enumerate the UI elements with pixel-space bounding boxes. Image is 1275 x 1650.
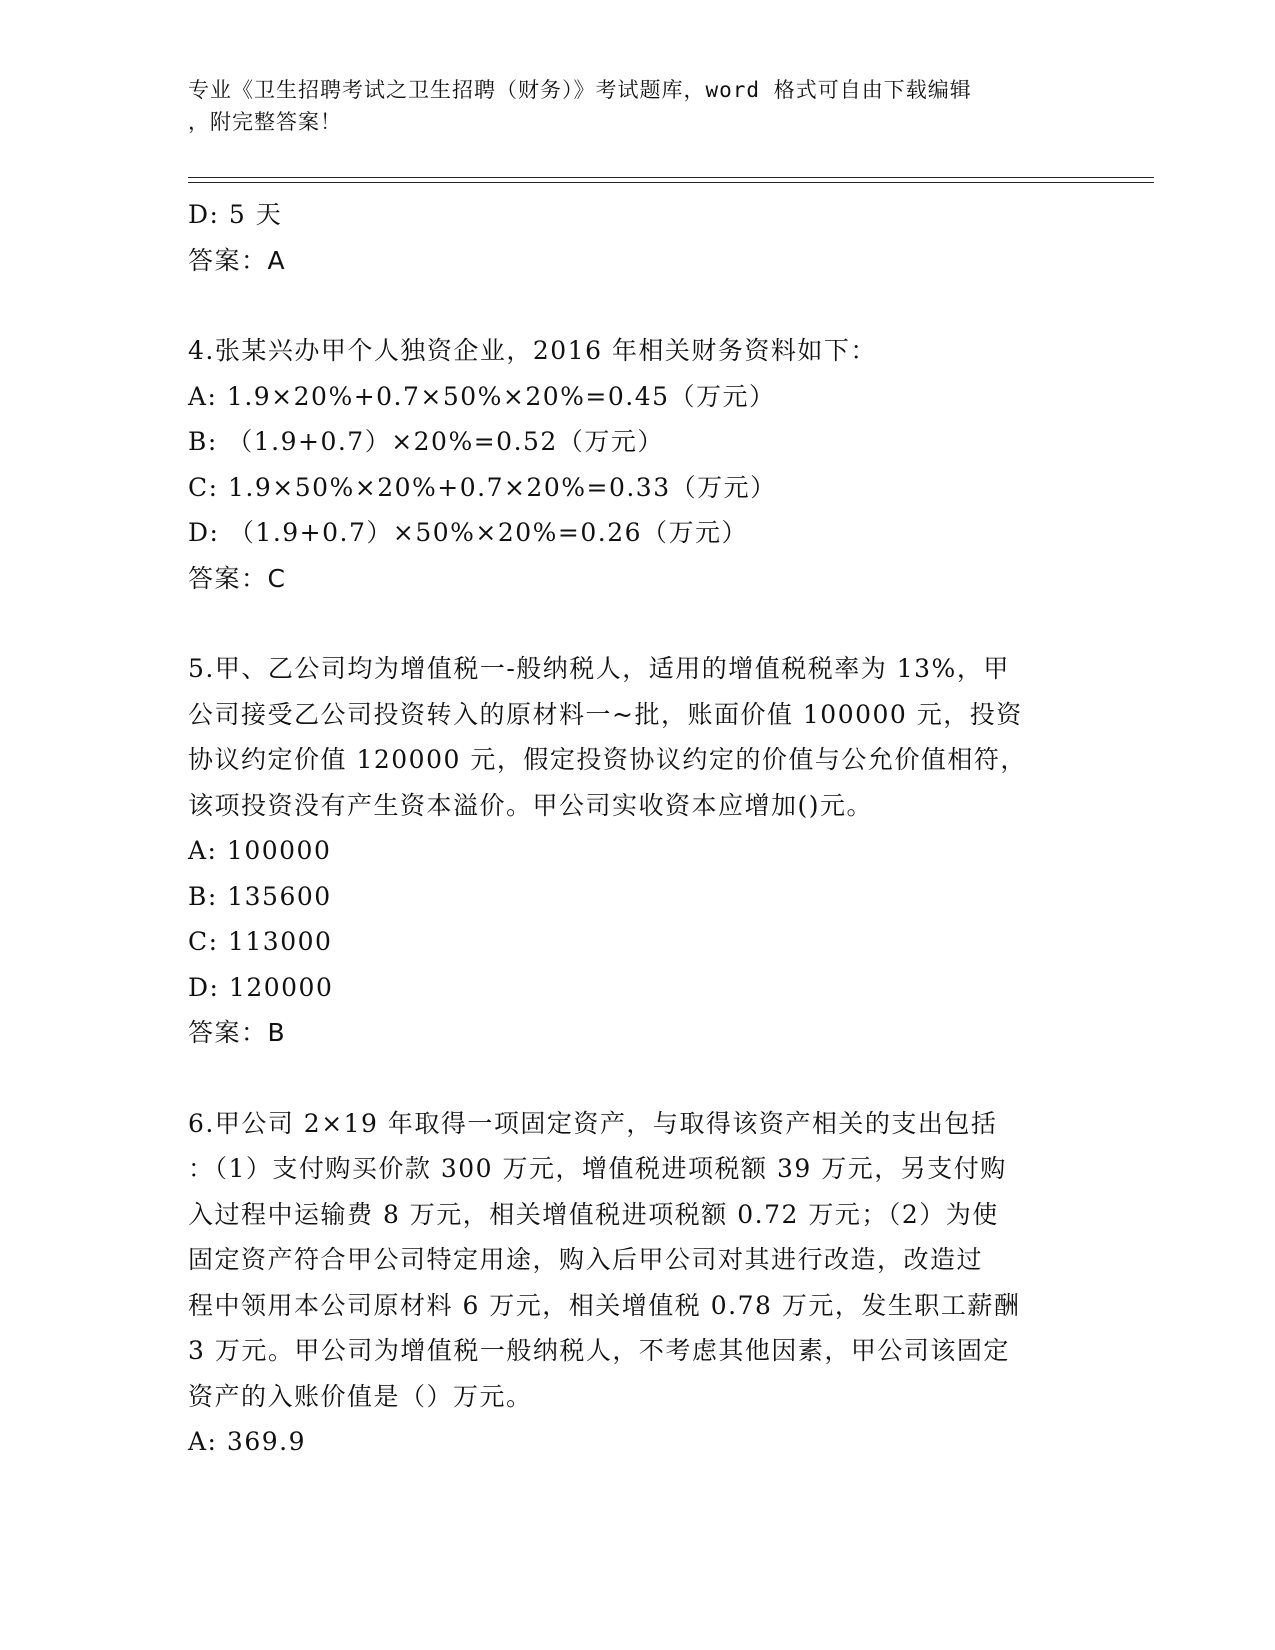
q4-option-d: D: （1.9+0.7）×50%×20%=0.26（万元） (188, 518, 749, 547)
q6-stem-line: 资产的入账价值是（）万元。 (188, 1381, 533, 1411)
q5-stem-line: 协议约定价值 120000 元，假定投资协议约定的价值与公允价值相符， (188, 745, 1027, 774)
header-divider-top (188, 177, 1154, 178)
header-divider-bottom (188, 182, 1154, 183)
spacer (188, 283, 1088, 328)
q4-option-b: B: （1.9+0.7）×20%=0.52（万元） (188, 427, 664, 456)
header-title-line-2: ，附完整答案！ (188, 110, 342, 134)
q4-answer: 答案：C (188, 563, 287, 593)
q6-stem-line: 6.甲公司 2×19 年取得一项固定资产，与取得该资产相关的支出包括 (188, 1108, 998, 1138)
q5-option-d: D: 120000 (188, 972, 334, 1002)
spacer (188, 1056, 1088, 1101)
question-6 (188, 1101, 1088, 1465)
q5-answer: 答案：B (188, 1018, 287, 1047)
question-5 (188, 646, 1088, 1056)
page-header (188, 74, 1068, 138)
q6-stem-line: 固定资产符合甲公司特定用途，购入后甲公司对其进行改造，改造过 (188, 1245, 984, 1274)
q4-option-a: A: 1.9×20%+0.7×50%×20%=0.45（万元） (188, 381, 776, 411)
q5-stem-line: 5.甲、乙公司均为增值税一-般纳税人，适用的增值税税率为 13%，甲 (188, 654, 1010, 683)
header-title-line-1: 专业《卫生招聘考试之卫生招聘（财务）》考试题库，word 格式可自由下载编辑 (188, 78, 972, 102)
q5-stem-line: 该项投资没有产生资本溢价。甲公司实收资本应增加()元。 (188, 790, 874, 820)
q6-stem-line: 程中领用本公司原材料 6 万元，相关增值税 0.78 万元，发生职工薪酬 (188, 1290, 1021, 1320)
question-list (188, 192, 1088, 1465)
q6-stem-line: 3 万元。甲公司为增值税一般纳税人，不考虑其他因素，甲公司该固定 (188, 1336, 1010, 1365)
spacer (188, 601, 1088, 646)
q5-option-a: A: 100000 (188, 836, 332, 865)
q3-option-d: D: 5 天 (188, 200, 283, 229)
q6-stem-line: 入过程中运输费 8 万元，相关增值税进项税额 0.72 万元；（2）为使 (188, 1199, 999, 1229)
q3-answer: 答案：A (188, 245, 287, 275)
q6-stem-line: ：（1）支付购买价款 300 万元，增值税进项税额 39 万元，另支付购 (188, 1154, 1007, 1183)
q5-option-b: B: 135600 (188, 881, 332, 911)
question-4 (188, 328, 1088, 601)
q5-option-c: C: 113000 (188, 927, 333, 956)
q5-stem-line: 公司接受乙公司投资转入的原材料一~批，账面价值 100000 元，投资 (188, 699, 1023, 729)
question-3 (188, 192, 1088, 283)
q4-stem: 4.张某兴办甲个人独资企业，2016 年相关财务资料如下： (188, 336, 877, 365)
q4-option-c: C: 1.9×50%×20%+0.7×20%=0.33（万元） (188, 472, 777, 502)
q6-option-a: A: 369.9 (188, 1427, 306, 1456)
